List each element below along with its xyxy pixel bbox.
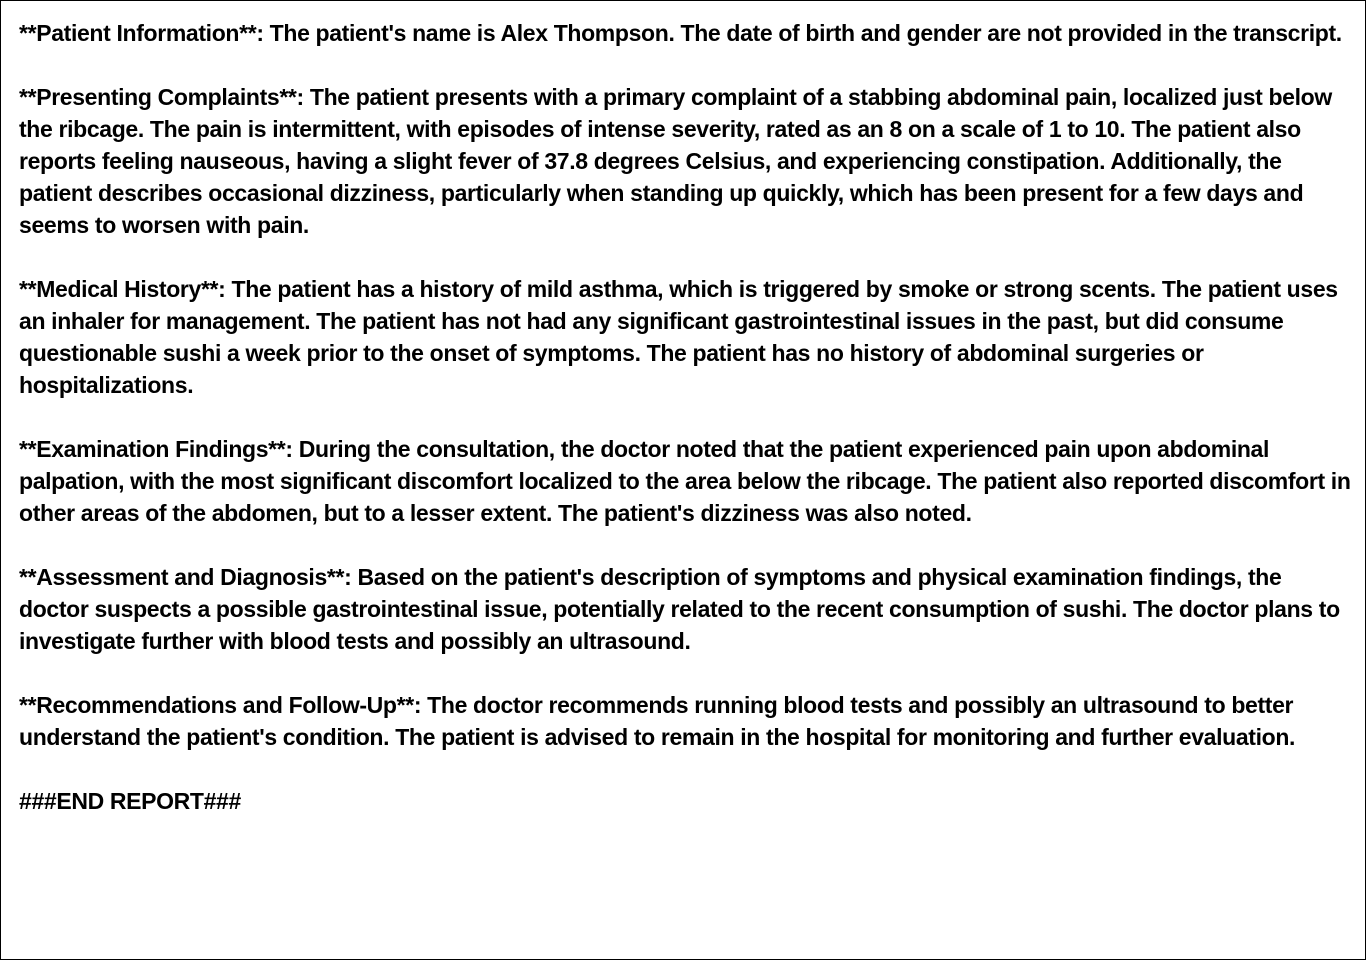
section-body: The patient presents with a primary complaint of a stabbing abdominal pain, localized just below the ribcage. The pain is intermittent, with episodes of intense severity, rated as an 8 on a scale of 1 to 10. The patient also reports feeling nauseous, having a slight fever of 37.8 degrees Celsius, and experiencing constipation. Additionally, the patient describes occasional dizziness, particularly when standing up quickly, which has been present for a few days and seems to worsen with pain.: [19, 84, 1332, 238]
section-medical-history: [19, 273, 1353, 401]
section-heading: **Patient Information**:: [19, 20, 264, 46]
section-presenting-complaints: [19, 81, 1353, 241]
section-assessment-and-diagnosis: [19, 561, 1353, 657]
end-report-marker: ###END REPORT###: [19, 788, 241, 814]
section-heading: **Recommendations and Follow-Up**:: [19, 692, 422, 718]
section-heading: **Presenting Complaints**:: [19, 84, 304, 110]
section-patient-information: [19, 17, 1353, 49]
section-examination-findings: [19, 433, 1353, 529]
section-heading: **Assessment and Diagnosis**:: [19, 564, 352, 590]
section-body: The patient has a history of mild asthma, which is triggered by smoke or strong scents. The patient uses an inhaler for management. The patient has not had any significant gastrointestinal issues in the past, but did consume questionable sushi a week prior to the onset of symptoms. The patient has no history of abdominal surgeries or hospitalizations.: [19, 276, 1338, 398]
section-body: The doctor recommends running blood tests and possibly an ultrasound to better understand the patient's condition. The patient is advised to remain in the hospital for monitoring and further evaluation.: [19, 692, 1296, 750]
section-body: Based on the patient's description of symptoms and physical examination findings, the doctor suspects a possible gastrointestinal issue, potentially related to the recent consumption of sushi. The doctor plans to investigate further with blood tests and possibly an ultrasound.: [19, 564, 1340, 654]
section-body: During the consultation, the doctor noted that the patient experienced pain upon abdominal palpation, with the most significant discomfort localized to the area below the ribcage. The patient also reported discomfort in other areas of the abdomen, but to a lesser extent. The patient's dizziness was also noted.: [19, 436, 1351, 526]
section-recommendations-and-follow-up: [19, 689, 1353, 753]
section-heading: **Medical History**:: [19, 276, 226, 302]
section-heading: **Examination Findings**:: [19, 436, 293, 462]
section-body: The patient's name is Alex Thompson. The date of birth and gender are not provided in the transcript.: [263, 20, 1342, 46]
